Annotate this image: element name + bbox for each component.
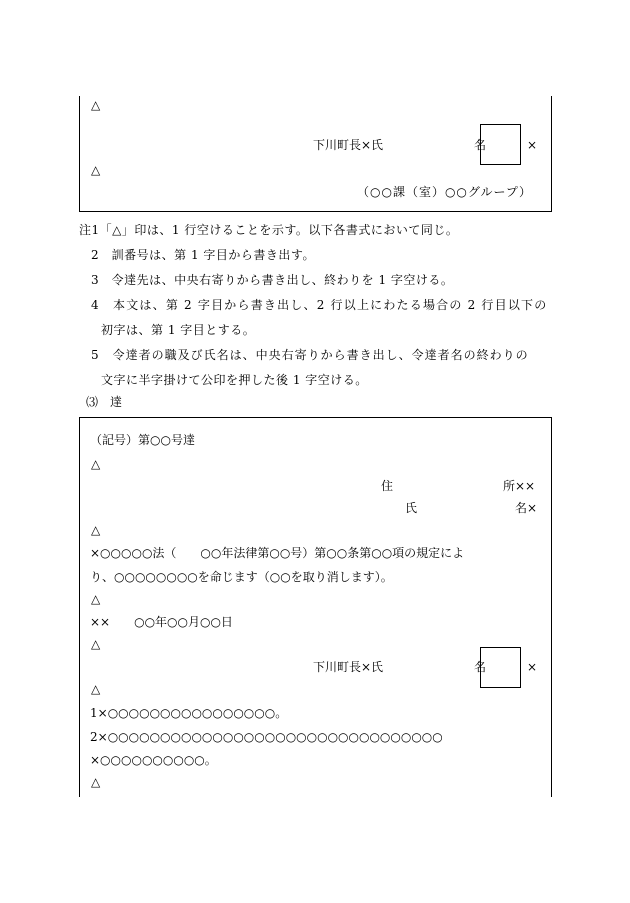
address-label-end: 所×× — [503, 479, 536, 493]
note-3: 3 令達先は、中央右寄りから書き出し、終わりを 1 字空ける。 — [91, 273, 454, 287]
note-4-line-1: 4 本文は、第 2 字目から書き出し、2 行以上にわたる場合の 2 行目以下の — [91, 298, 548, 312]
date-line: ×× ○○年○○月○○日 — [90, 615, 233, 629]
box2-left-border — [79, 417, 80, 797]
box1-left-border — [79, 96, 80, 212]
box2-top-border — [79, 417, 552, 418]
box2-blank-line-mark-3: △ — [91, 592, 101, 606]
box1-name-char: 名 — [474, 138, 487, 152]
box2-blank-line-mark-2: △ — [91, 523, 101, 537]
document-code: （記号）第○○号達 — [90, 433, 195, 447]
box2-blank-line-mark-1: △ — [91, 457, 101, 471]
box2-blank-line-mark-6: △ — [91, 775, 101, 789]
box1-blank-line-mark-2: △ — [91, 163, 101, 177]
box1-mayor-title: 下川町長×氏 — [313, 138, 384, 152]
note-4-line-2: 初字は、第 1 字目とする。 — [101, 323, 256, 337]
box1-right-border — [551, 96, 552, 212]
box1-seal-box — [480, 124, 521, 165]
list-item-2-line-1: 2×○○○○○○○○○○○○○○○○○○○○○○○○○○○○○○○○ — [90, 730, 443, 744]
box2-mayor-title: 下川町長×氏 — [313, 660, 384, 674]
name-label-end: 名× — [515, 501, 538, 515]
box2-cross-mark: × — [527, 660, 538, 674]
address-label-start: 住 — [381, 479, 394, 493]
list-item-2-line-2: ×○○○○○○○○○○。 — [90, 753, 217, 767]
section-heading: ⑶ 達 — [86, 395, 123, 409]
list-item-1: 1×○○○○○○○○○○○○○○○○。 — [90, 706, 288, 720]
name-label-start: 氏 — [405, 501, 418, 515]
box2-right-border — [551, 417, 552, 797]
box2-blank-line-mark-4: △ — [91, 637, 101, 651]
box2-seal-box — [480, 647, 521, 688]
note-1: 注1「△」印は、1 行空けることを示す。以下各書式において同じ。 — [79, 223, 459, 237]
box1-cross-mark: × — [527, 138, 538, 152]
body-text-line-1: ×○○○○○法（ ○○年法律第○○号）第○○条第○○項の規定によ — [90, 546, 465, 560]
note-2: 2 訓番号は、第 1 字目から書き出す。 — [91, 248, 315, 262]
box2-blank-line-mark-5: △ — [91, 682, 101, 696]
body-text-line-2: り、○○○○○○○○を命じます（○○を取り消します）。 — [90, 570, 393, 584]
note-5-line-1: 5 令達者の職及び氏名は、中央右寄りから書き出し、令達者名の終わりの — [91, 348, 529, 362]
box2-name-char: 名 — [474, 660, 487, 674]
note-5-line-2: 文字に半字掛けて公印を押した後 1 字空ける。 — [101, 373, 368, 387]
box1-department: （○○課（室）○○グループ） — [357, 185, 533, 199]
box1-bottom-border — [79, 211, 552, 212]
box1-blank-line-mark: △ — [91, 98, 101, 112]
